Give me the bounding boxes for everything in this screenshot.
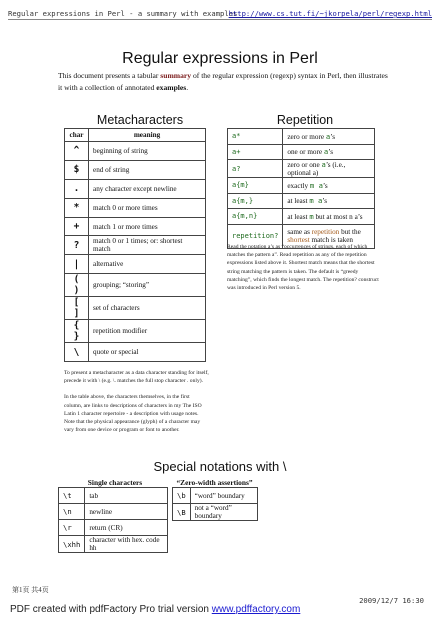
metachar-meaning: beginning of string — [89, 142, 206, 161]
repetition-pattern: a{m,n} — [228, 209, 283, 225]
metachar-link[interactable]: $ — [65, 160, 89, 179]
metachar-link[interactable]: ? — [65, 236, 89, 255]
meaning-var: m — [309, 211, 314, 221]
table-row — [65, 236, 206, 255]
summary-link[interactable]: summary — [160, 71, 192, 80]
metachar-link[interactable]: ^ — [65, 142, 89, 161]
table-row — [65, 142, 206, 161]
table-row — [228, 209, 375, 225]
repetition-table — [227, 128, 375, 249]
zero-width-heading: “Zero-width assertions” — [176, 478, 253, 487]
meaning-text: ’s — [322, 181, 328, 190]
table-row — [59, 488, 168, 504]
metachar-meaning: match 1 or more times — [89, 217, 206, 236]
assertion-meaning: “word” boundary — [190, 488, 257, 504]
meaning-text: at least — [287, 197, 310, 206]
metachar-note-quote: To present a metacharacter as a data character standing for itself, precede it with \ (e.g. \. matches the full stop character . only). — [64, 370, 209, 385]
table-row — [65, 320, 206, 343]
table-row — [65, 274, 206, 297]
repetition-meaning — [283, 178, 375, 194]
table-row — [228, 193, 375, 209]
page-title: Regular expressions in Perl — [122, 50, 318, 67]
table-row — [65, 297, 206, 320]
col-meaning-header: meaning — [89, 129, 206, 142]
table-row — [59, 536, 168, 553]
metachar-meaning: any character except newline — [89, 179, 206, 198]
assertion-code: \B — [173, 504, 191, 521]
escape-code: \r — [59, 520, 85, 536]
repetition-meaning — [283, 193, 375, 209]
metachar-note-links: In the table above, the characters themselves, in the first column, are links to descriptions of characters in my The ISO Latin 1 character repertoire - a description with usage notes. Note that the physical appearance (glyph) of a character may vary from one device or program or font to another. — [64, 394, 202, 434]
intro-text: of the regular expression (regexp) syntax in Perl, then illustrates it with a collection of annotated — [58, 71, 388, 92]
metachar-meaning: repetition modifier — [89, 320, 206, 343]
meaning-text: zero or more — [287, 132, 326, 141]
metacharacters-heading: Metacharacters — [96, 113, 184, 127]
print-date: 2009/12/7 16:30 — [359, 596, 424, 605]
page-header — [8, 6, 432, 20]
examples-link[interactable]: examples — [156, 83, 187, 92]
metachar-meaning: match 0 or 1 times; or: shortest match — [89, 236, 206, 255]
meaning-text: ’s — [330, 132, 335, 141]
table-row — [65, 160, 206, 179]
table-row — [65, 217, 206, 236]
meaning-text: exactly — [287, 181, 310, 190]
table-row — [228, 144, 375, 160]
table-row — [65, 255, 206, 274]
table-row — [65, 343, 206, 362]
metachar-meaning: set of characters — [89, 297, 206, 320]
single-characters-table — [58, 487, 168, 553]
table-row — [59, 504, 168, 520]
metacharacters-notes — [64, 369, 209, 442]
meaning-text: zero or one — [287, 161, 322, 169]
metachar-link[interactable]: \ — [65, 343, 89, 362]
metachar-meaning: alternative — [89, 255, 206, 274]
table-row — [228, 129, 375, 145]
meaning-text: one or more — [287, 148, 324, 157]
meaning-highlight: shortest — [287, 236, 310, 244]
page-number: 第1页 共4页 — [12, 586, 49, 594]
table-row — [59, 520, 168, 536]
repetition-pattern: a{m,} — [228, 193, 283, 209]
meaning-text: match is taken — [309, 236, 354, 244]
table-row — [65, 179, 206, 198]
escape-code: \n — [59, 504, 85, 520]
meaning-text: at least — [287, 212, 310, 221]
escape-meaning: character with hex. code hh — [85, 536, 168, 553]
meaning-text: ’s — [322, 197, 328, 206]
repetition-meaning — [283, 129, 375, 145]
metachar-link[interactable]: * — [65, 198, 89, 217]
repetition-pattern: a? — [228, 160, 283, 178]
repetition-heading: Repetition — [276, 113, 334, 127]
metachar-link[interactable]: . — [65, 179, 89, 198]
table-row — [65, 198, 206, 217]
meaning-var: a — [321, 160, 326, 169]
meaning-highlight: repetition — [311, 228, 340, 236]
pdf-footer-text: PDF created with pdfFactory Pro trial version — [10, 604, 212, 615]
metachar-link[interactable]: + — [65, 217, 89, 236]
special-notations-heading: Special notations with \ — [153, 459, 287, 474]
metacharacters-table — [64, 128, 206, 362]
document-title-header: Regular expressions in Perl - a summary with examples — [8, 9, 238, 18]
table-row — [228, 160, 375, 178]
metachar-link[interactable]: { } — [65, 320, 89, 343]
meaning-text: same as — [287, 228, 312, 236]
escape-meaning: newline — [85, 504, 168, 520]
repetition-pattern: a* — [228, 129, 283, 145]
repetition-pattern: a{m} — [228, 178, 283, 194]
escape-code: \t — [59, 488, 85, 504]
metachar-meaning: end of string — [89, 160, 206, 179]
meaning-var: m a — [309, 196, 323, 206]
repetition-pattern: repetition? — [228, 224, 283, 248]
metachar-link[interactable]: | — [65, 255, 89, 274]
assertion-meaning: not a “word” boundary — [190, 504, 257, 521]
repetition-meaning — [283, 144, 375, 160]
repetition-note: Read the notation a’s as “occurrences of strings, each of which matches the pattern a”. Read repetition as any of the repetition expressions listed above it. Shortest match means that the shortest string matching the pattern is taken. The default is “greedy matching”, which finds the longest match. The repetition? construct was introduced in Perl version 5. — [227, 244, 379, 292]
meaning-text: ’s — [328, 148, 334, 157]
table-row — [173, 488, 258, 504]
intro-paragraph — [58, 70, 388, 94]
metachar-link[interactable]: [ ] — [65, 297, 89, 320]
pdf-footer — [10, 604, 300, 615]
pdffactory-link[interactable]: www.pdffactory.com — [211, 604, 301, 615]
table-row — [228, 178, 375, 194]
metachar-meaning: match 0 or more times — [89, 198, 206, 217]
meaning-var: m a — [309, 180, 323, 190]
metachar-meaning: quote or special — [89, 343, 206, 362]
meaning-text: ’s (i.e., optional a) — [287, 161, 346, 177]
assertion-code: \b — [173, 488, 191, 504]
metachar-meaning: grouping; “storing” — [89, 274, 206, 297]
intro-text: . — [186, 83, 189, 92]
source-url-link[interactable]: http://www.cs.tut.fi/~jkorpela/perl/regexp.html — [228, 9, 432, 18]
escape-meaning: tab — [85, 488, 168, 504]
single-characters-heading: Single characters — [87, 478, 143, 487]
meaning-text: but the — [339, 228, 361, 236]
metachar-link[interactable]: ( ) — [65, 274, 89, 297]
table-row — [173, 504, 258, 521]
col-char-header: char — [65, 129, 89, 142]
meaning-text: but at most n a’s — [313, 212, 363, 221]
repetition-pattern: a+ — [228, 144, 283, 160]
escape-code: \xhh — [59, 536, 85, 553]
repetition-meaning — [283, 160, 375, 178]
repetition-meaning — [283, 209, 375, 225]
intro-text: This document presents a tabular — [58, 71, 161, 80]
escape-meaning: return (CR) — [85, 520, 168, 536]
zero-width-table — [172, 487, 258, 521]
meaning-var: a — [325, 131, 331, 141]
meaning-var: a — [323, 147, 329, 157]
